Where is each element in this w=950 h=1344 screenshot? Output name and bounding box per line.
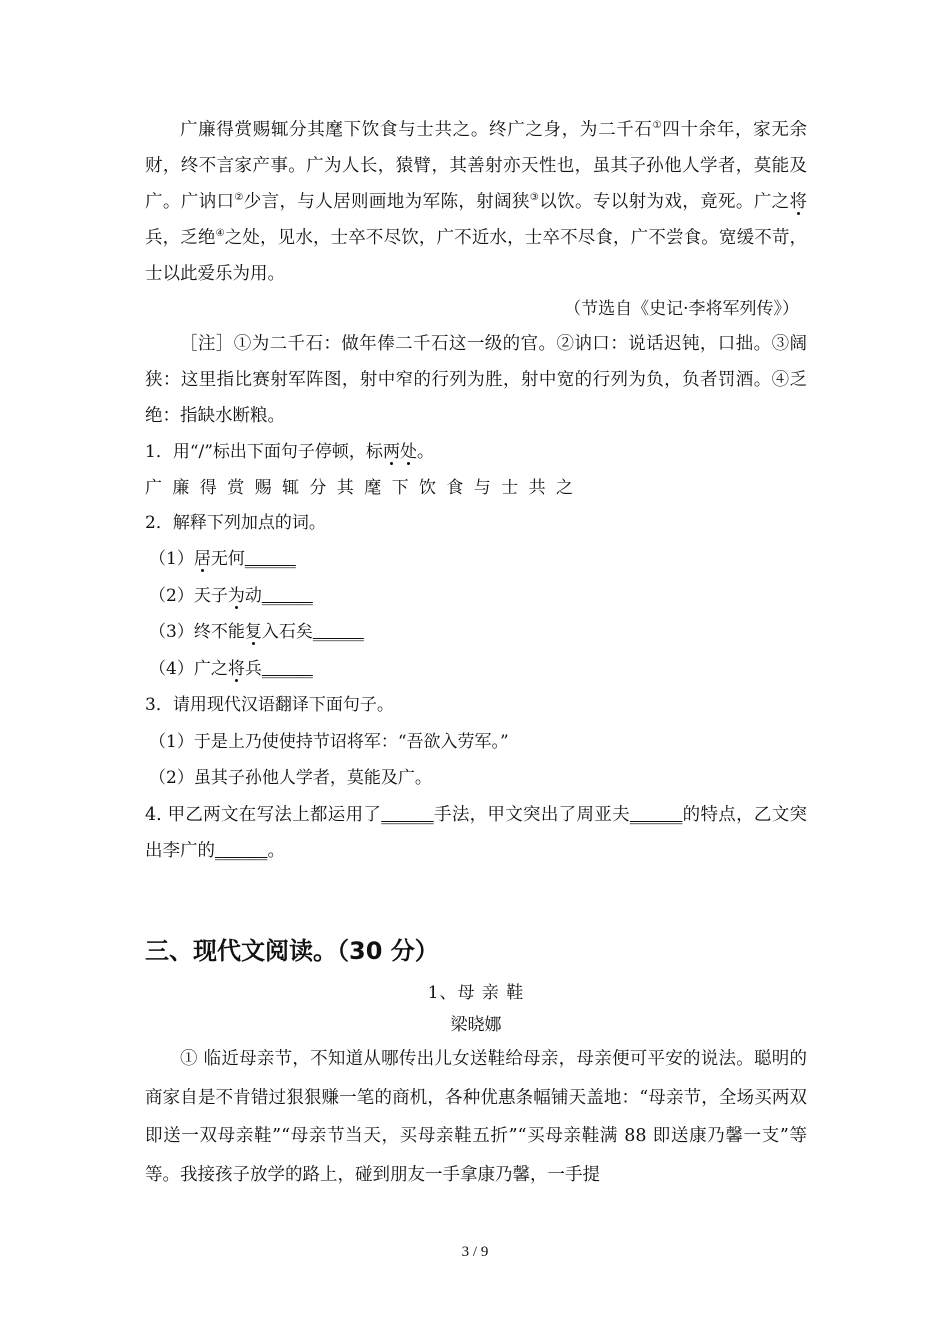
answer-blank: ______	[215, 840, 268, 861]
footnote-marker: ④	[215, 228, 225, 239]
answer-blank: ______	[244, 549, 296, 569]
item-text: 入石矣	[261, 622, 313, 642]
article-author: 梁晓娜	[450, 1015, 502, 1035]
answer-blank: ______	[261, 658, 313, 679]
item-text: 动	[244, 585, 262, 606]
section-heading: 三、现代文阅读。（30 分）	[145, 937, 439, 965]
dotted-word: 为	[227, 585, 245, 606]
question-2-item-4	[145, 651, 807, 688]
article-title: 1、母 亲 鞋	[427, 983, 525, 1003]
question-2: 2．解释下列加点的词。	[145, 512, 326, 533]
question-3-item-2: （2）虽其子孙他人学者，莫能及广。	[149, 768, 432, 788]
answer-blank: ______	[261, 585, 313, 606]
question-text: 1．用“/”标出下面句子停顿，标	[145, 442, 383, 462]
item-text: （4）广之	[149, 658, 228, 679]
passage-text: 广廉得赏赐辄分其麾下饮食与士共之。终广之身，为二千石	[180, 120, 653, 140]
item-text: （3）终不能	[149, 622, 245, 642]
footnote-marker: ①	[652, 120, 663, 131]
passage-notes: ［注］①为二千石：做年俸二千石这一级的官。②讷口：说话迟钝，口拙。③阔狭：这里指比赛射军阵图，射中窄的行列为胜，射中宽的行列为负，负者罚酒。④乏绝：指缺水断粮。	[145, 334, 807, 426]
page-number: 3 / 9	[461, 1244, 489, 1260]
answer-blank: ______	[629, 804, 683, 825]
footnote-marker: ③	[529, 192, 540, 203]
question-1-sentence: 广廉得赏赐辄分其麾下饮食与士共之	[145, 477, 584, 498]
dotted-word: 两	[382, 442, 400, 462]
question-text: 4. 甲乙两文在写法上都运用了	[145, 804, 382, 825]
question-2-item-1	[145, 541, 807, 578]
question-2-item-2	[145, 578, 807, 615]
question-4	[145, 797, 807, 869]
passage-text: 四十余年，家无余财，终不言家产事。广为人长，猿臂，其善射亦天性也，虽其子孙他人学者，莫能及广。广讷口	[145, 120, 808, 212]
dotted-word: 处	[399, 442, 417, 462]
dotted-word: 居	[193, 549, 211, 569]
item-text: 兵	[244, 658, 262, 679]
modern-passage	[145, 1040, 807, 1194]
question-text: 手法，甲文突出了周亚夫	[433, 804, 630, 825]
passage-source: （节选自《史记·李将军列传》）	[564, 299, 799, 319]
question-1	[145, 434, 807, 471]
passage-text: 兵，乏绝	[145, 228, 216, 248]
passage-text: 以饮。专以射为戏，竟死。广之	[539, 192, 790, 212]
dotted-word: 复	[244, 622, 262, 642]
question-text: 。	[416, 442, 434, 462]
answer-blank: ______	[381, 804, 434, 825]
dotted-word: 将	[227, 658, 245, 679]
question-3-item-1: （1）于是上乃使使持节诏将军：“吾欲入劳军。”	[149, 731, 509, 752]
item-text: 无何	[210, 549, 245, 569]
passage-paragraph	[145, 112, 807, 292]
passage-text: 少言，与人居则画地为军陈，射阔狭	[243, 192, 530, 212]
dotted-word: 将	[789, 192, 808, 212]
question-2-item-3	[145, 614, 807, 651]
passage-text: 之处，见水，士卒不尽饮，广不近水，士卒不尽食，广不尝食。宽缓不苛，士以此爱乐为用。	[145, 228, 808, 284]
question-3: 3．请用现代汉语翻译下面句子。	[145, 695, 394, 715]
modern-paragraph: ① 临近母亲节，不知道从哪传出儿女送鞋给母亲，母亲便可平安的说法。聪明的商家自是不肯错过狠狠赚一笔的商机，各种优惠条幅铺天盖地：“母亲节，全场买两双即送一双母亲鞋”“母亲节当天，买母亲鞋五折”“买母亲鞋满 88 即送康乃馨一支”等等。我接孩子放学的路上，碰到朋友一手拿康乃馨，一手提	[145, 1049, 807, 1185]
answer-blank: ______	[312, 622, 364, 642]
footnote-marker: ②	[234, 192, 244, 203]
classical-passage-section	[145, 112, 807, 869]
question-text: 的特点，乙文突出李广的	[145, 804, 808, 861]
item-text: （1）	[149, 549, 194, 569]
question-text: 。	[267, 840, 285, 861]
item-text: （2）天子	[149, 585, 228, 606]
